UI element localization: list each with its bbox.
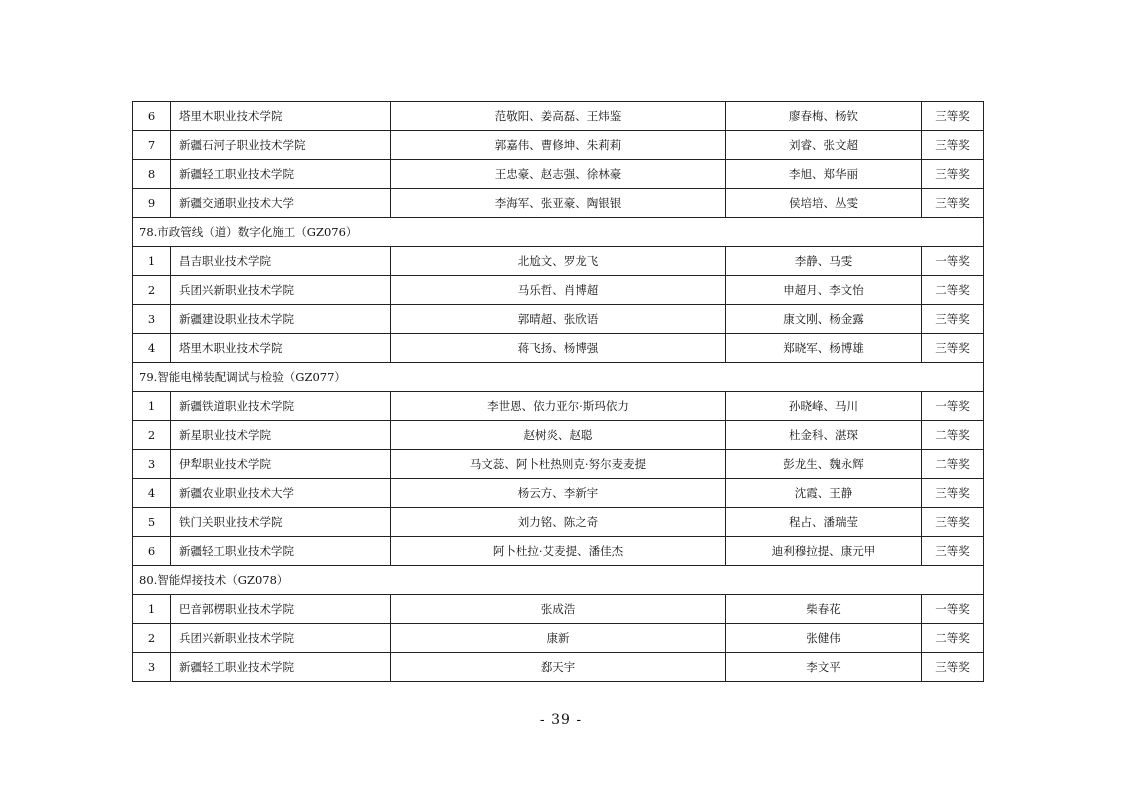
teacher-names: 侯培培、丛雯 <box>726 189 922 218</box>
prize-level: 三等奖 <box>922 653 984 682</box>
prize-level: 一等奖 <box>922 247 984 276</box>
teacher-names: 申超月、李文怡 <box>726 276 922 305</box>
teacher-names: 彭龙生、魏永辉 <box>726 450 922 479</box>
section-title: 79.智能电梯装配调试与检验（GZ077） <box>133 363 984 392</box>
school-name: 巴音郭楞职业技术学院 <box>171 595 391 624</box>
school-name: 新星职业技术学院 <box>171 421 391 450</box>
page-number: - 39 - <box>539 712 583 728</box>
school-name: 兵团兴新职业技术学院 <box>171 276 391 305</box>
row-number: 2 <box>133 421 171 450</box>
row-number: 3 <box>133 450 171 479</box>
section-title: 80.智能焊接技术（GZ078） <box>133 566 984 595</box>
table-row <box>133 392 984 421</box>
row-number: 3 <box>133 653 171 682</box>
school-name: 新疆石河子职业技术学院 <box>171 131 391 160</box>
teacher-names: 柴春花 <box>726 595 922 624</box>
table-row <box>133 276 984 305</box>
student-names: 阿卜杜拉·艾麦提、潘佳杰 <box>391 537 726 566</box>
student-names: 范敬阳、姜高磊、王炜鉴 <box>391 102 726 131</box>
section-header-row <box>133 218 984 247</box>
student-names: 杨云方、李新宇 <box>391 479 726 508</box>
prize-level: 三等奖 <box>922 508 984 537</box>
school-name: 塔里木职业技术学院 <box>171 102 391 131</box>
prize-level: 三等奖 <box>922 479 984 508</box>
table-row <box>133 450 984 479</box>
table-row <box>133 131 984 160</box>
teacher-names: 李文平 <box>726 653 922 682</box>
teacher-names: 孙晓峰、马川 <box>726 392 922 421</box>
prize-level: 三等奖 <box>922 131 984 160</box>
school-name: 新疆农业职业技术大学 <box>171 479 391 508</box>
awards-table-body <box>133 102 984 682</box>
student-names: 赵树炎、赵聪 <box>391 421 726 450</box>
section-title: 78.市政管线（道）数字化施工（GZ076） <box>133 218 984 247</box>
table-row <box>133 305 984 334</box>
row-number: 1 <box>133 392 171 421</box>
school-name: 新疆轻工职业技术学院 <box>171 537 391 566</box>
teacher-names: 刘睿、张文超 <box>726 131 922 160</box>
row-number: 9 <box>133 189 171 218</box>
prize-level: 三等奖 <box>922 537 984 566</box>
prize-level: 一等奖 <box>922 595 984 624</box>
teacher-names: 郑晓军、杨博雄 <box>726 334 922 363</box>
row-number: 6 <box>133 102 171 131</box>
student-names: 蒋飞扬、杨博强 <box>391 334 726 363</box>
table-row <box>133 102 984 131</box>
student-names: 马文蕊、阿卜杜热则克·努尔麦麦提 <box>391 450 726 479</box>
row-number: 4 <box>133 479 171 508</box>
school-name: 兵团兴新职业技术学院 <box>171 624 391 653</box>
teacher-names: 廖春梅、杨钦 <box>726 102 922 131</box>
student-names: 郄天宇 <box>391 653 726 682</box>
row-number: 1 <box>133 595 171 624</box>
prize-level: 二等奖 <box>922 624 984 653</box>
row-number: 1 <box>133 247 171 276</box>
row-number: 5 <box>133 508 171 537</box>
table-row <box>133 595 984 624</box>
awards-table <box>132 101 984 682</box>
row-number: 6 <box>133 537 171 566</box>
table-row <box>133 479 984 508</box>
student-names: 刘力铭、陈之奇 <box>391 508 726 537</box>
school-name: 昌吉职业技术学院 <box>171 247 391 276</box>
student-names: 马乐哲、肖博超 <box>391 276 726 305</box>
student-names: 北尬文、罗龙飞 <box>391 247 726 276</box>
school-name: 塔里木职业技术学院 <box>171 334 391 363</box>
prize-level: 一等奖 <box>922 392 984 421</box>
row-number: 7 <box>133 131 171 160</box>
student-names: 李海军、张亚豪、陶银银 <box>391 189 726 218</box>
teacher-names: 李静、马雯 <box>726 247 922 276</box>
table-row <box>133 160 984 189</box>
teacher-names: 杜金科、湛琛 <box>726 421 922 450</box>
teacher-names: 康文刚、杨金露 <box>726 305 922 334</box>
prize-level: 三等奖 <box>922 102 984 131</box>
student-names: 康新 <box>391 624 726 653</box>
row-number: 2 <box>133 276 171 305</box>
teacher-names: 程占、潘瑞莹 <box>726 508 922 537</box>
school-name: 新疆轻工职业技术学院 <box>171 160 391 189</box>
section-header-row <box>133 566 984 595</box>
school-name: 新疆铁道职业技术学院 <box>171 392 391 421</box>
table-row <box>133 624 984 653</box>
table-row <box>133 508 984 537</box>
school-name: 伊犁职业技术学院 <box>171 450 391 479</box>
table-row <box>133 421 984 450</box>
student-names: 李世恩、依力亚尔·斯玛依力 <box>391 392 726 421</box>
table-row <box>133 247 984 276</box>
student-names: 郭晴超、张欣语 <box>391 305 726 334</box>
prize-level: 二等奖 <box>922 450 984 479</box>
school-name: 铁门关职业技术学院 <box>171 508 391 537</box>
table-row <box>133 653 984 682</box>
student-names: 张成浩 <box>391 595 726 624</box>
teacher-names: 张健伟 <box>726 624 922 653</box>
row-number: 3 <box>133 305 171 334</box>
section-header-row <box>133 363 984 392</box>
table-row <box>133 334 984 363</box>
row-number: 8 <box>133 160 171 189</box>
student-names: 郭嘉伟、曹修坤、朱莉莉 <box>391 131 726 160</box>
teacher-names: 沈霞、王静 <box>726 479 922 508</box>
school-name: 新疆轻工职业技术学院 <box>171 653 391 682</box>
table-row <box>133 537 984 566</box>
prize-level: 三等奖 <box>922 334 984 363</box>
teacher-names: 李旭、郑华丽 <box>726 160 922 189</box>
school-name: 新疆建设职业技术学院 <box>171 305 391 334</box>
student-names: 王忠豪、赵志强、徐林豪 <box>391 160 726 189</box>
prize-level: 三等奖 <box>922 160 984 189</box>
school-name: 新疆交通职业技术大学 <box>171 189 391 218</box>
teacher-names: 迪利穆拉提、康元甲 <box>726 537 922 566</box>
prize-level: 二等奖 <box>922 421 984 450</box>
prize-level: 三等奖 <box>922 189 984 218</box>
prize-level: 三等奖 <box>922 305 984 334</box>
table-row <box>133 189 984 218</box>
prize-level: 二等奖 <box>922 276 984 305</box>
row-number: 2 <box>133 624 171 653</box>
row-number: 4 <box>133 334 171 363</box>
